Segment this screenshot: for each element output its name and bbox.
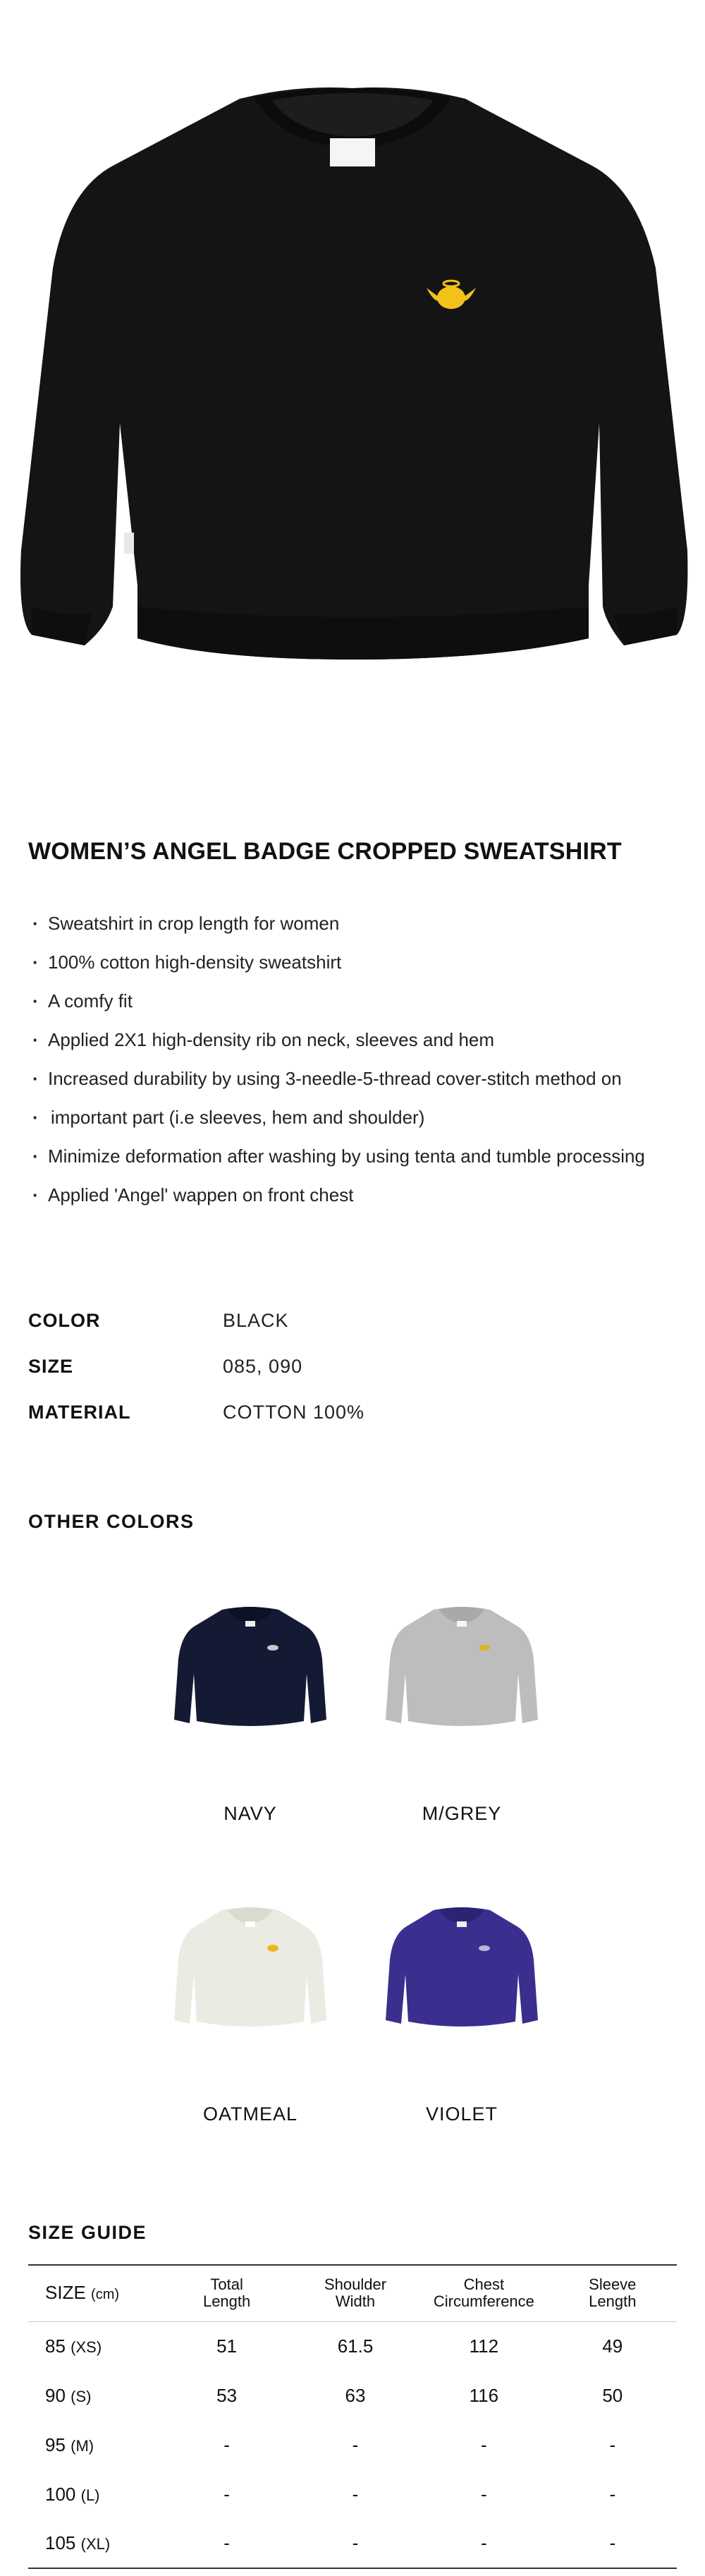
spec-key: MATERIAL: [28, 1402, 131, 1423]
color-swatch-label: OATMEAL: [202, 2103, 298, 2125]
chest-circumference-header: Chest Circumference: [419, 2265, 548, 2321]
value-cell: 51: [216, 2335, 238, 2357]
table-row: [28, 2469, 677, 2519]
spec-row-size: [28, 1344, 364, 1390]
total-length-header: Total Length: [162, 2265, 290, 2321]
feature-list: [28, 904, 691, 1215]
color-swatch-label: NAVY: [223, 1803, 277, 1824]
value-cell: 53: [216, 2384, 238, 2406]
other-colors-title: OTHER COLORS: [28, 1511, 195, 1532]
feature-item: · Applied 2X1 high-density rib on neck, sleeves and hem: [28, 1021, 691, 1059]
feature-item: · Sweatshirt in crop length for women: [28, 904, 691, 943]
value-cell: -: [609, 2434, 616, 2455]
size-header: SIZE (cm): [28, 2265, 162, 2321]
spec-key: COLOR: [28, 1310, 101, 1331]
table-row: [28, 2371, 677, 2420]
value-cell: -: [223, 2434, 230, 2455]
size-cell: 85 (XS): [45, 2335, 102, 2357]
value-cell: 49: [602, 2335, 623, 2357]
feature-item-continued: · important part (i.e sleeves, hem and shoulder): [28, 1098, 691, 1137]
navy-sweatshirt-icon: [173, 1600, 328, 1741]
size-cell: 90 (S): [45, 2384, 92, 2406]
value-cell: -: [352, 2483, 359, 2505]
table-row: [28, 2519, 677, 2568]
product-hero-image: [0, 0, 705, 734]
spec-value: COTTON 100%: [223, 1402, 365, 1423]
size-cell: 105 (XL): [28, 2519, 162, 2568]
value-cell: 63: [345, 2384, 366, 2406]
value-cell: -: [548, 2519, 677, 2568]
table-row: [28, 2420, 677, 2469]
value-cell: 116: [469, 2384, 499, 2406]
spec-row-color: [28, 1298, 364, 1344]
table-row: [28, 2321, 677, 2371]
spec-value: 085, 090: [223, 1356, 303, 1377]
size-cell: 100 (L): [45, 2483, 100, 2505]
feature-item: · Increased durability by using 3-needle-5-thread cover-stitch method on: [28, 1059, 691, 1098]
value-cell: -: [223, 2483, 230, 2505]
spec-value: BLACK: [223, 1310, 289, 1331]
size-guide-table: [28, 2264, 677, 2569]
product-title: WOMEN’S ANGEL BADGE CROPPED SWEATSHIRT: [28, 838, 622, 865]
black-sweatshirt-image: [0, 0, 705, 734]
value-cell: 50: [602, 2384, 623, 2406]
feature-item: · 100% cotton high-density sweatshirt: [28, 943, 691, 982]
neck-label-icon: [330, 138, 375, 166]
violet-sweatshirt-icon: [384, 1900, 539, 2041]
size-guide-title: SIZE GUIDE: [28, 2222, 147, 2243]
color-swatch-label: VIOLET: [425, 2103, 498, 2125]
grey-sweatshirt-icon: [384, 1600, 539, 1741]
feature-item: · Applied 'Angel' wappen on front chest: [28, 1176, 691, 1215]
value-cell: -: [609, 2483, 616, 2505]
color-swatch-navy[interactable]: [145, 1600, 356, 1825]
oatmeal-sweatshirt-icon: [173, 1900, 328, 2041]
size-cell: 95 (M): [45, 2434, 94, 2455]
value-cell: 61.5: [337, 2335, 374, 2357]
value-cell: -: [291, 2519, 419, 2568]
spec-row-material: [28, 1390, 364, 1435]
spec-table: [28, 1298, 364, 1435]
value-cell: -: [352, 2434, 359, 2455]
color-swatch-label: M/GREY: [422, 1803, 502, 1824]
color-swatch-violet[interactable]: [356, 1900, 568, 2125]
color-swatch-m-grey[interactable]: [356, 1600, 568, 1825]
size-table-header: [28, 2265, 677, 2321]
value-cell: -: [419, 2519, 548, 2568]
sleeve-length-header: Sleeve Length: [548, 2265, 677, 2321]
feature-item: · Minimize deformation after washing by using tenta and tumble processing: [28, 1137, 691, 1176]
spec-key: SIZE: [28, 1356, 74, 1377]
value-cell: -: [481, 2483, 487, 2505]
value-cell: -: [481, 2434, 487, 2455]
value-cell: 112: [469, 2335, 499, 2357]
feature-item: · A comfy fit: [28, 982, 691, 1021]
color-swatch-oatmeal[interactable]: [145, 1900, 356, 2125]
shoulder-width-header: Shoulder Width: [291, 2265, 419, 2321]
value-cell: -: [162, 2519, 290, 2568]
